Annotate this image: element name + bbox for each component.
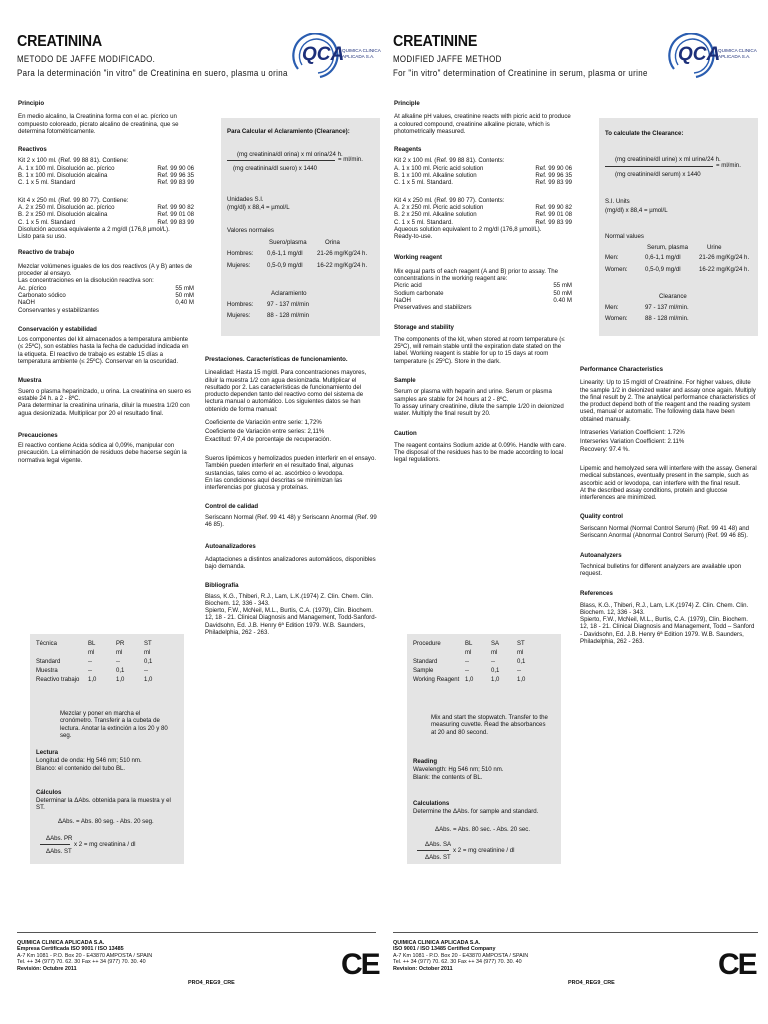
delta-formula: ΔAbs. = Abs. 80 seg. - Abs. 20 seg. bbox=[58, 818, 154, 825]
kit-row bbox=[18, 179, 194, 186]
table-cell: -- bbox=[465, 658, 469, 665]
interference-text: Sueros lipémicos y hemolizados pueden interferir en el ensayo. También pueden interferir en el resultado final, algunas sustancias, tales como el ac. ascórbico o levodopa. bbox=[205, 454, 377, 477]
normal-row-value: 16-22 mg/Kg/24 h. bbox=[699, 266, 750, 273]
footer-cert: ISO 9001 / ISO 13485 Certified Company bbox=[393, 946, 496, 953]
auto-text: Adaptaciones a distintos analizadores automáticos, disponibles bajo demanda. bbox=[205, 555, 376, 570]
procedure-table bbox=[34, 640, 170, 685]
conc-name: NaOH bbox=[18, 299, 35, 307]
ce-mark-icon: CE bbox=[341, 948, 379, 981]
conc-value: 55 mM bbox=[553, 282, 572, 290]
kit-heading: Kit 2 x 100 ml. (Ref. 99 88 81). Contents: bbox=[394, 157, 505, 165]
table-cell: 1,0 bbox=[465, 676, 474, 683]
section-heading: Conservación y estabilidad bbox=[18, 325, 97, 333]
perf-cv: Coeficiente de Variación entre series: 2,11% bbox=[205, 428, 325, 436]
table-cell: Sample bbox=[413, 667, 434, 674]
clearance-box bbox=[599, 118, 758, 336]
footer-tel: Tel. ++ 34 (977) 70. 62. 30 Fax ++ 34 (977) 70. 30. 40 bbox=[393, 959, 522, 966]
normal-row-value: 0,6-1,1 mg/dl bbox=[645, 254, 681, 261]
section-heading: Performance Characteristics bbox=[580, 366, 663, 373]
left-text-column bbox=[18, 100, 194, 464]
bib-2: Spierto, F.W., McNeil, M.L., Burtis, C.A. (1979), Clin. Biochem. 12, 18 - 21. Clinical Diagnosis and Management, Todd – Sanford - Davidsohn, Ed. J.B. Henry 6ª Edition 1979. W.B. Saunders, Philadelphia, 262 - 263. bbox=[580, 616, 755, 646]
kit-ref: Ref. 99 83 99 bbox=[157, 179, 194, 187]
table-row bbox=[34, 658, 170, 667]
doc-subtitle-2: For "in vitro" determination of Creatinine in serum, plasma or urine bbox=[393, 68, 648, 78]
section-heading: Autoanalyzers bbox=[580, 552, 622, 560]
kit-heading: Kit 4 x 250 ml. (Ref. 99 80 77). Contiene: bbox=[18, 196, 129, 204]
table-cell: Muestra bbox=[36, 667, 58, 674]
clearance-title: Para Calcular el Aclaramiento (Clearance): bbox=[227, 128, 350, 135]
kit-item: C. 1 x 5 ml. Standard. bbox=[394, 218, 453, 226]
conc-row bbox=[18, 299, 194, 306]
auto-text: Technical bulletins for different analyzers are available upon request. bbox=[580, 562, 742, 577]
table-cell: -- bbox=[88, 658, 92, 665]
kit-row bbox=[18, 219, 194, 226]
table-header: PR bbox=[116, 640, 125, 647]
section-heading: Bibliografía bbox=[205, 582, 239, 590]
section-heading: Autoanalizadores bbox=[205, 543, 256, 551]
kit-row bbox=[394, 219, 572, 226]
footer-divider bbox=[393, 932, 758, 933]
kit-item: B. 1 x 100 ml. Alkaline solution bbox=[394, 172, 477, 180]
clearance-subheading: Clearance bbox=[659, 293, 687, 300]
footer-revision: Revision: October 2011 bbox=[393, 965, 453, 972]
doc-title: CREATININA bbox=[17, 33, 103, 50]
clearance-row-value: 88 - 128 ml/min. bbox=[645, 315, 689, 322]
procedure-table bbox=[411, 640, 541, 685]
doc-subtitle-2: Para la determinación "in vitro" de Creatinina en suero, plasma u orina bbox=[17, 68, 288, 78]
conc-value: 50 mM bbox=[175, 291, 194, 299]
sample-text-2: Para determinar la creatinina urinaria, diluir la muestra 1/20 con agua desionizada. Multiplicar por 20 el resultado final. bbox=[18, 402, 190, 417]
clearance-box bbox=[221, 118, 380, 336]
clearance-row-label: Women: bbox=[605, 315, 628, 322]
bib-1: Blass, K.G., Thiberi, R.J., Lam, L.K.(1974) Z. Clin. Chem. Clin. Biochem. 12, 336 - 343. bbox=[580, 601, 749, 616]
clearance-title: To calculate the Clearance: bbox=[605, 130, 684, 137]
procedure-box bbox=[30, 634, 184, 864]
clearance-numerator: (mg creatinina/dl orina) x ml orina/24 h. bbox=[237, 151, 343, 158]
table-row bbox=[411, 676, 541, 685]
conc-row bbox=[394, 297, 572, 304]
table-cell: 1,0 bbox=[88, 676, 97, 683]
interference-text: Lipemic and hemolyzed sera will interfere with the assay. General medical substances, eventually present in the sample, such as ascorbic acid or levodopa, can interfere with the final result. bbox=[580, 464, 757, 487]
normal-row-label: Mujeres: bbox=[227, 262, 251, 269]
doc-subtitle: METODO DE JAFFE MODIFICADO. bbox=[17, 54, 156, 64]
logo-line-2: APLICADA S.A. bbox=[342, 54, 375, 59]
normal-col-1: Suero/plasma bbox=[269, 239, 307, 246]
reading-text-2: Blanco: el contenido del tubo BL. bbox=[36, 765, 126, 772]
normal-heading: Valores normales bbox=[227, 227, 274, 234]
table-cell: 0,1 bbox=[517, 658, 526, 665]
table-cell: 1,0 bbox=[517, 676, 526, 683]
table-header: ST bbox=[144, 640, 152, 647]
conc-value: 0.40 M bbox=[553, 296, 572, 304]
footer-cert: Empresa Certificada ISO 9001 / ISO 13485 bbox=[17, 946, 124, 953]
table-row bbox=[411, 640, 541, 649]
normal-row-label: Men: bbox=[605, 254, 619, 261]
table-cell: ml bbox=[88, 649, 95, 656]
logo-line-2: APLICADA S.A. bbox=[718, 54, 751, 59]
logo-line-1: QUIMICA CLINICA bbox=[342, 48, 381, 53]
section-heading: Working reagent bbox=[394, 254, 442, 262]
bib-2: Spierto, F.W., McNeil, M.L., Burtis, C.A. (1979), Clin. Biochem. 12, 18 - 21. Clinical Diagnosis and Management, Todd-Sanford-Davidsohn, Ed. J.B. Henry 6ª Edition 1979. W.B. Saunders, Philadelphia, 262 - 263. bbox=[205, 607, 377, 637]
table-cell: 1,0 bbox=[144, 676, 153, 683]
kit-ref: Ref. 99 96 35 bbox=[157, 172, 194, 180]
kit-row bbox=[18, 204, 194, 211]
perf-text: Linealidad: Hasta 15 mg/dl. Para concentraciones mayores, diluir la muestra 1/2 con agua desionizada. Multiplicar el resultado por 2. Las características de funcionamiento del producto dependen tanto del reactivo como del sistema de lectura manual o automático. Los siguientes datos se han obtenido de forma manual: bbox=[205, 369, 367, 413]
clearance-result: = ml/min. bbox=[338, 156, 363, 163]
kit-ref: Ref. 99 90 82 bbox=[157, 203, 194, 211]
kit-item: C. 1 x 5 ml. Standard. bbox=[394, 179, 453, 187]
footer-revision: Revisión: Octubre 2011 bbox=[17, 965, 77, 972]
conc-name: Ac. pícrico bbox=[18, 284, 47, 292]
table-cell: 1,0 bbox=[116, 676, 125, 683]
footer bbox=[393, 940, 593, 972]
normal-heading: Normal values bbox=[605, 233, 644, 240]
table-cell: -- bbox=[144, 667, 148, 674]
clearance-numerator: (mg creatinine/dl urine) x ml urine/24 h. bbox=[615, 156, 721, 163]
section-heading: Muestra bbox=[18, 377, 42, 385]
normal-row-value: 0,5-0,9 mg/dl bbox=[267, 262, 303, 269]
kit-row bbox=[394, 165, 572, 172]
perf-cv: Recovery: 97.4 %. bbox=[580, 445, 630, 453]
table-cell: ml bbox=[116, 649, 123, 656]
perf-text: Linearity: Up to 15 mg/dl of Creatinine. For higher values, dilute the sample 1/2 in deionized water and assay once again. Multiply the final result by 2. The analytical performance characteristics of the product depend both of the reagent and the reading system used, manual or automatic. The following data have been obtained manually. bbox=[580, 379, 756, 423]
footer-code: PRO4_REG9_CRE bbox=[188, 980, 235, 986]
conc-row bbox=[394, 282, 572, 289]
kit-ref: Ref. 99 83 99 bbox=[535, 179, 572, 187]
logo-letters: QCA bbox=[678, 44, 721, 65]
normal-col-2: Orina bbox=[325, 239, 340, 246]
kit-heading: Kit 4 x 250 ml. (Ref. 99 80 77). Contents: bbox=[394, 196, 505, 204]
caution-text: The reagent contains Sodium azide at 0.09%. Handle with care. The disposal of the residues has to be made according to local legal regulations. bbox=[394, 441, 567, 464]
table-cell: ml bbox=[465, 649, 472, 656]
logo-line-1: QUIMICA CLINICA bbox=[718, 48, 757, 53]
kit-item: B. 2 x 250 ml. Disolución alcalina bbox=[18, 211, 108, 219]
conc-row bbox=[18, 292, 194, 299]
table-row bbox=[34, 667, 170, 676]
conc-row bbox=[394, 290, 572, 297]
conc-name: Sodium carbonate bbox=[394, 289, 444, 297]
caution-text: El reactivo contiene Acida sódica al 0,09%, manipular con precaución. La eliminación de residuos debe hacerse según la normativa legal vigente. bbox=[18, 442, 187, 464]
table-cell: Reactivo trabajo bbox=[36, 676, 80, 683]
perf-cv: Exactitud: 97,4 de porcentaje de recuperación. bbox=[205, 435, 332, 443]
section-heading: Reactivo de trabajo bbox=[18, 249, 75, 257]
kit-ref: Ref. 99 83 99 bbox=[535, 218, 572, 226]
section-heading: Precauciones bbox=[18, 431, 58, 439]
kit-ref: Ref. 99 01 08 bbox=[535, 211, 572, 219]
calc-heading: Calculations bbox=[413, 800, 450, 807]
normal-row-value: 0,6-1,1 mg/dl bbox=[267, 250, 303, 257]
kit-ref: Ref. 99 90 06 bbox=[535, 164, 572, 172]
table-cell: -- bbox=[88, 667, 92, 674]
sample-text: Suero o plasma heparinizado, u orina. La creatinina en suero es estable 24 h. a 2 - 8ºC. bbox=[18, 387, 192, 402]
table-header: BL bbox=[465, 640, 473, 647]
reading-text: Wavelength: Hg 546 nm; 510 nm. bbox=[413, 766, 504, 773]
table-cell: -- bbox=[517, 667, 521, 674]
clearance-row-label: Men: bbox=[605, 304, 619, 311]
fraction-line bbox=[417, 850, 449, 851]
kit-item: A. 2 x 250 ml. Disolución ac. pícrico bbox=[18, 203, 115, 211]
footer-company: QUIMICA CLINICA APLICADA S.A. bbox=[393, 940, 481, 946]
section-heading: Sample bbox=[394, 377, 416, 385]
right-text-column bbox=[394, 100, 572, 464]
section-heading: Storage and stability bbox=[394, 323, 454, 331]
clearance-row-label: Hombres: bbox=[227, 301, 254, 308]
kit-ref: Ref. 99 01 08 bbox=[157, 211, 194, 219]
kit-row bbox=[394, 204, 572, 211]
normal-row-value: 21-26 mg/Kg/24 h. bbox=[317, 250, 368, 257]
preservatives-text: Preservatives and stabilizers bbox=[394, 304, 472, 312]
reading-heading: Reading bbox=[413, 758, 438, 765]
qc-text: Seriscann Normal (Normal Control Serum) (Ref. 99 41 48) and Seriscann Anormal (Abnormal Control Serum) (Ref. 99 46 85). bbox=[580, 524, 749, 540]
conc-name: Picric acid bbox=[394, 282, 422, 290]
footer-company: QUIMICA CLINICA APLICADA S.A. bbox=[17, 940, 105, 946]
footer-tel: Tel. ++ 34 (977) 70. 62. 30 Fax ++ 34 (977) 70. 30. 40 bbox=[17, 959, 146, 966]
mix-text: Mix and start the stopwatch. Transfer to the measuring cuvette. Read the absorbances at 20 and 80 second. bbox=[431, 714, 548, 736]
si-heading: Unidades S.I. bbox=[227, 196, 264, 203]
mix-text: Mezclar y poner en marcha el cronómetro. Transferir a la cubeta de lectura. Anotar la extinción a los 20 y 80 seg. bbox=[60, 710, 168, 739]
calc-heading: Cálculos bbox=[36, 789, 62, 796]
kit-row bbox=[394, 172, 572, 179]
kit-item: A. 2 x 250 ml. Picric acid solution bbox=[394, 203, 484, 211]
table-row bbox=[34, 649, 170, 658]
section-heading: Control de calidad bbox=[205, 503, 259, 511]
reagents-note: Disolución acuosa equivalente a 2 mg/dl (176,8 µmol/L). bbox=[18, 225, 170, 233]
kit-row bbox=[394, 179, 572, 186]
kit-row bbox=[18, 172, 194, 179]
ready-text: Ready-to-use. bbox=[394, 233, 433, 241]
table-row bbox=[411, 667, 541, 676]
delta-formula: ΔAbs. = Abs. 80 sec. - Abs. 20 sec. bbox=[435, 826, 531, 833]
table-cell: 0,1 bbox=[144, 658, 153, 665]
doc-title: CREATININE bbox=[393, 33, 478, 50]
qca-logo bbox=[668, 33, 757, 79]
qc-text: Seriscann Normal (Ref. 99 41 48) y Seriscann Anormal (Ref. 99 46 85). bbox=[205, 513, 377, 529]
table-cell bbox=[411, 649, 463, 658]
table-cell: -- bbox=[465, 667, 469, 674]
normal-row-value: 16-22 mg/Kg/24 h. bbox=[317, 262, 368, 269]
left-text-column-2 bbox=[205, 356, 379, 636]
kit-item: A. 1 x 100 ml. Disolución ac. pícrico bbox=[18, 164, 115, 172]
sample-text: Serum or plasma with heparin and urine. Serum or plasma samples are stable for 24 hours at 2 - 8ºC. bbox=[394, 388, 552, 403]
footer-address: A-7 Km 1081 - P.O. Box 20 - E43870 AMPOSTA / SPAIN bbox=[393, 952, 529, 959]
perf-cv: Intraseries Variation Coefficient: 1.72% bbox=[580, 429, 685, 437]
clearance-row-value: 97 - 137 ml/min. bbox=[645, 304, 689, 311]
sample-text-2: To assay urinary creatinine, dilute the sample 1/20 in deionized water. Multiply the final result by 20. bbox=[394, 402, 564, 418]
conc-row bbox=[18, 285, 194, 292]
section-heading: Principle bbox=[394, 100, 420, 107]
clearance-row-value: 88 - 128 ml/min bbox=[267, 312, 309, 319]
section-heading: Principio bbox=[18, 100, 45, 107]
right-text-column-2 bbox=[580, 366, 758, 645]
section-heading: Quality control bbox=[580, 513, 623, 521]
clearance-row-label: Mujeres: bbox=[227, 312, 251, 319]
interference-text-2: En las condiciones aquí descritas se minimizan las interferencias por glucosa y proteínas. bbox=[205, 476, 343, 492]
table-cell: 0,1 bbox=[116, 667, 125, 674]
conc-name: Carbonato sódico bbox=[18, 291, 66, 299]
table-header: SA bbox=[491, 640, 500, 647]
bib-1: Blass, K.G., Thiberi, R.J., Lam, L.K.(1974) Z. Clin. Chem. Clin. Biochem. 12, 336 - 343. bbox=[205, 592, 374, 607]
table-cell bbox=[34, 649, 86, 658]
formula-result: x 2 = mg creatinine / dl bbox=[453, 847, 515, 854]
section-heading: Caution bbox=[394, 429, 417, 437]
clearance-row-value: 97 - 137 ml/min bbox=[267, 301, 309, 308]
formula-denominator: ΔAbs. ST bbox=[46, 848, 72, 855]
normal-row-label: Women: bbox=[605, 266, 628, 273]
clearance-denominator: (mg creatinine/dl serum) x 1440 bbox=[615, 171, 701, 178]
kit-row bbox=[18, 165, 194, 172]
doc-subtitle: MODIFIED JAFFE METHOD bbox=[393, 54, 502, 64]
kit-item: C. 1 x 5 ml. Standard bbox=[18, 179, 76, 187]
qca-logo bbox=[292, 33, 381, 79]
normal-row-value: 0,5-0,9 mg/dl bbox=[645, 266, 681, 273]
table-cell: ml bbox=[144, 649, 151, 656]
calc-text: Determinar la ΔAbs. obtenida para la muestra y el ST. bbox=[36, 797, 171, 812]
reading-text: Longitud de onda: Hg 546 nm; 510 nm. bbox=[36, 757, 142, 764]
formula-numerator: ΔAbs. SA bbox=[425, 841, 452, 848]
kit-row bbox=[18, 211, 194, 218]
table-cell: 0,1 bbox=[491, 667, 500, 674]
principle-text: At alkaline pH values, creatinine reacts with picric acid to produce a coloured compound, creatinine alkaline picrate, which is photometrically measured. bbox=[394, 113, 571, 135]
reagents-note: Aqueous solution equivalent to 2 mg/dl (176,8 µmol/L). bbox=[394, 225, 542, 233]
formula-result: x 2 = mg creatinina / dl bbox=[74, 841, 136, 848]
table-row bbox=[34, 640, 170, 649]
clearance-denominator: (mg creatinina/dl suero) x 1440 bbox=[233, 165, 318, 172]
perf-cv: Coeficiente de Variación entre serie: 1,72% bbox=[205, 419, 322, 427]
conc-value: 50 mM bbox=[553, 289, 572, 297]
preservatives-text: Conservantes y estabilizantes bbox=[18, 306, 99, 314]
working-text: Mix equal parts of each reagent (A and B) prior to assay. The concentrations in the working reagent are: bbox=[394, 267, 559, 283]
table-cell: Working Reagent bbox=[413, 676, 460, 683]
table-cell: Standard bbox=[413, 658, 438, 665]
kit-heading: Kit 2 x 100 ml. (Ref. 99 88 81). Contiene: bbox=[18, 157, 129, 165]
table-cell: ml bbox=[517, 649, 524, 656]
table-header: ST bbox=[517, 640, 525, 647]
section-heading: Reactivos bbox=[18, 146, 47, 154]
formula-denominator: ΔAbs. ST bbox=[425, 854, 451, 861]
si-text: (mg/dl) x 88,4 = µmol/L bbox=[605, 207, 668, 214]
table-row bbox=[411, 649, 541, 658]
footer bbox=[17, 940, 217, 972]
kit-ref: Ref. 99 90 82 bbox=[535, 203, 572, 211]
table-header: Técnica bbox=[36, 640, 58, 647]
formula-numerator: ΔAbs. PR bbox=[46, 835, 73, 842]
interference-text-2: At the described assay conditions, protein and glucose interferences are minimized. bbox=[580, 486, 728, 502]
normal-row-value: 21-26 mg/Kg/24 h. bbox=[699, 254, 750, 261]
table-row bbox=[411, 658, 541, 667]
fraction-line bbox=[605, 166, 713, 167]
storage-text: Los componentes del kit almacenados a temperatura ambiente (≤ 25ºC), son estables hasta la fecha de caducidad indicada en la etiqueta. El reactivo de trabajo es estable 15 días a temperatura ambiente (≤ 25ºC). Conservar en la oscuridad. bbox=[18, 336, 189, 366]
conc-heading: Las concentraciones en la disolución reactiva son: bbox=[18, 277, 154, 285]
section-heading: Prestaciones. Características de funcionamiento. bbox=[205, 356, 348, 363]
kit-ref: Ref. 99 96 35 bbox=[535, 172, 572, 180]
fraction-line bbox=[227, 160, 335, 161]
procedure-box bbox=[407, 634, 561, 864]
kit-item: C. 1 x 5 ml. Standard bbox=[18, 218, 76, 226]
table-cell: Standard bbox=[36, 658, 61, 665]
calc-text: Determine the ΔAbs. for sample and standard. bbox=[413, 808, 539, 815]
table-cell: -- bbox=[116, 658, 120, 665]
section-heading: Reagents bbox=[394, 146, 422, 154]
table-cell: -- bbox=[491, 658, 495, 665]
ce-mark-icon: CE bbox=[718, 948, 756, 981]
section-heading: References bbox=[580, 590, 613, 598]
conc-name: NaOH bbox=[394, 296, 411, 304]
working-text: Mezclar volúmenes iguales de los dos reactivos (A y B) antes de proceder al ensayo. bbox=[18, 262, 193, 278]
fraction-line bbox=[40, 844, 70, 845]
normal-col-2: Urine bbox=[707, 244, 722, 251]
clearance-subheading: Aclaramiento bbox=[271, 290, 307, 297]
table-cell: ml bbox=[491, 649, 498, 656]
si-text: (mg/dl) x 88,4 = µmol/L bbox=[227, 204, 290, 211]
si-heading: S.I. Units bbox=[605, 198, 630, 205]
kit-ref: Ref. 99 83 99 bbox=[157, 218, 194, 226]
conc-value: 0,40 M bbox=[175, 299, 194, 307]
logo-letters: QCA bbox=[302, 44, 345, 65]
reading-text-2: Blank: the contents of BL. bbox=[413, 774, 483, 781]
footer-divider bbox=[17, 932, 376, 933]
ready-text: Listo para su uso. bbox=[18, 233, 67, 241]
english-column bbox=[384, 0, 768, 1024]
conc-value: 55 mM bbox=[175, 284, 194, 292]
storage-text: The components of the kit, when stored at room temperature (≤ 25ºC), will remain stable until the expiration date stated on the label. Working reagent is stable for up to 15 days at room temperature (≤ 25ºC). Store in the dark. bbox=[394, 335, 565, 365]
kit-item: B. 2 x 250 ml. Alkaline solution bbox=[394, 211, 477, 219]
clearance-result: = ml/min. bbox=[716, 162, 741, 169]
table-row bbox=[34, 676, 170, 685]
footer-address: A-7 Km 1081 - P.O. Box 20 - E43870 AMPOSTA / SPAIN bbox=[17, 952, 153, 959]
principle-text: En medio alcalino, la Creatinina forma con el ac. pícrico un compuesto coloreado, picrato alcalino de creatinina, que se determina fotométricamente. bbox=[18, 113, 179, 135]
table-header: Procedure bbox=[413, 640, 441, 647]
kit-item: A. 1 x 100 ml. Picric acid solution bbox=[394, 164, 484, 172]
reading-heading: Lectura bbox=[36, 749, 59, 756]
table-cell: 1,0 bbox=[491, 676, 500, 683]
kit-ref: Ref. 99 90 06 bbox=[157, 164, 194, 172]
normal-row-label: Hombres: bbox=[227, 250, 254, 257]
footer-code: PRO4_REG9_CRE bbox=[568, 980, 615, 986]
perf-cv: Interseries Variation Coefficient: 2.11% bbox=[580, 438, 685, 446]
normal-col-1: Serum, plasma bbox=[647, 244, 688, 251]
table-header: BL bbox=[88, 640, 96, 647]
kit-item: B. 1 x 100 ml. Disolución alcalina bbox=[18, 172, 108, 180]
kit-row bbox=[394, 211, 572, 218]
